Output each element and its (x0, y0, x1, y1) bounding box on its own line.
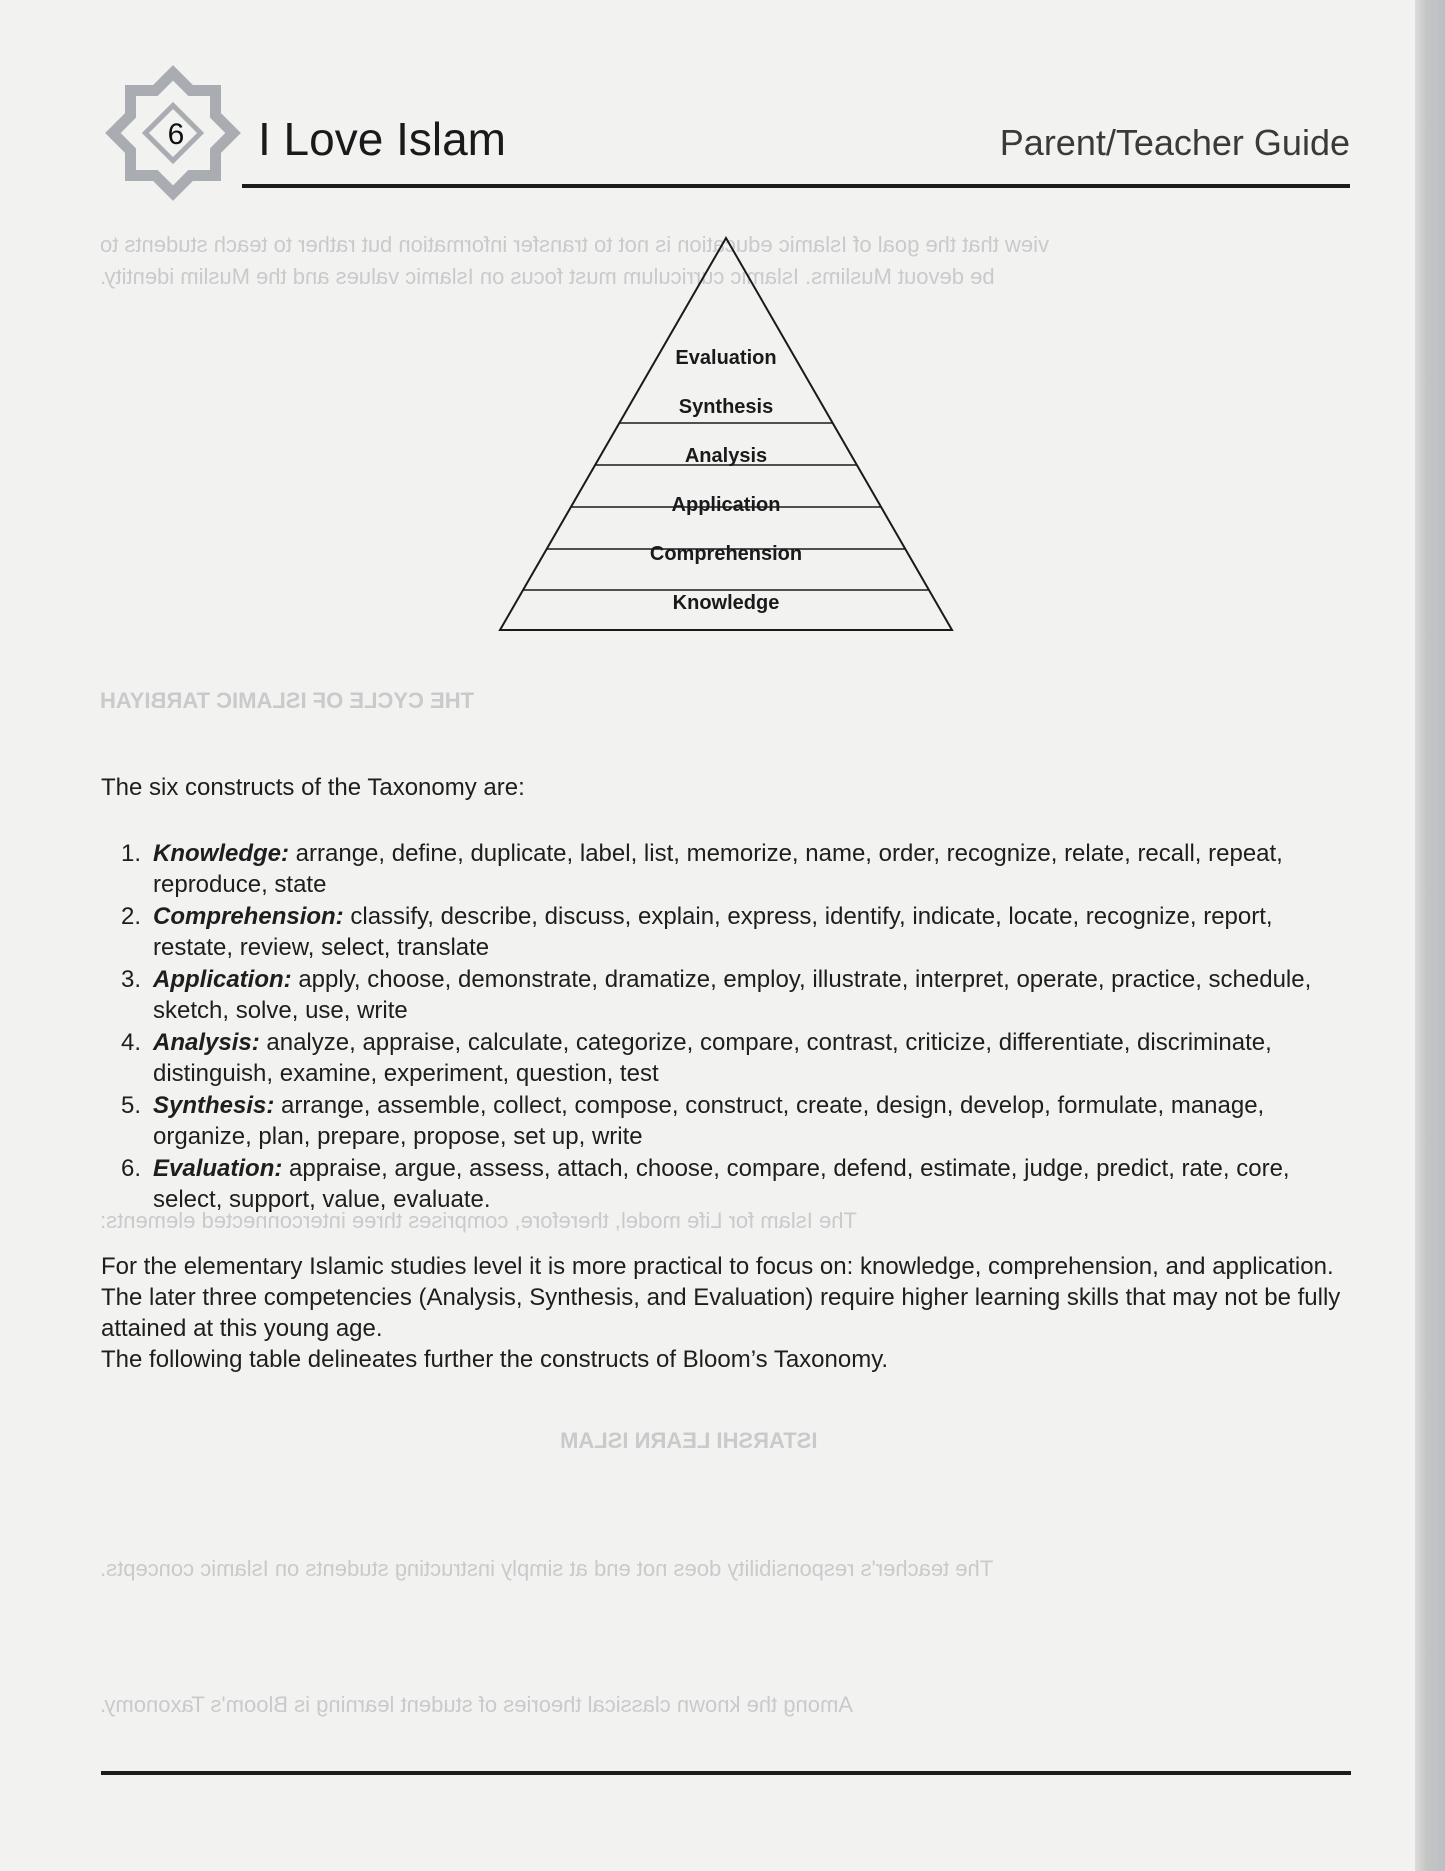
item-number: 1. (121, 840, 142, 867)
pyramid-level-evaluation: Evaluation (675, 347, 777, 369)
bleed-through-text: The Islam for Life model, therefore, comprises three interconnected elements: (100, 1208, 857, 1233)
bloom-taxonomy-pyramid (498, 236, 954, 632)
construct-verbs: classify, describe, discuss, explain, express, identify, indicate, locate, recognize, report, restate, review, select, translate (153, 903, 1273, 961)
construct-verbs: analyze, appraise, calculate, categorize, compare, contrast, criticize, differentiate, discriminate, distinguish, examine, experiment, question, test (153, 1029, 1272, 1087)
guide-title: Parent/Teacher Guide (999, 122, 1350, 163)
pyramid-level-application: Application (671, 494, 781, 516)
page-edge (1415, 0, 1445, 1871)
construct-term: Evaluation: (153, 1155, 283, 1182)
closing-text: For the elementary Islamic studies level it is more practical to focus on: knowledge, comprehension, and application. The later three competencies (Analysis, Synthesis, and Evaluation) require higher learning skills that may not be fully attained at this young age. (101, 1253, 1341, 1342)
table-intro-text: The following table delineates further the constructs of Bloom’s Taxonomy. (101, 1346, 889, 1373)
pyramid-level-knowledge: Knowledge (672, 592, 780, 614)
footer-rule (101, 1771, 1351, 1775)
bleed-through-text: THE CYCLE OF ISLAMIC TARBIYAH (100, 688, 475, 713)
construct-item-application (101, 964, 1341, 1026)
construct-term: Analysis: (153, 1029, 260, 1056)
pyramid-level-synthesis: Synthesis (678, 396, 774, 418)
pyramid-outline (500, 238, 952, 630)
constructs-list (101, 838, 1341, 1216)
bleed-through-text: ISTARSHI LEARN ISLAM (560, 1428, 818, 1453)
construct-term: Application: (153, 966, 292, 993)
page-header (0, 0, 1445, 200)
bleed-through-text: The teacher's responsibility does not end at simply instructing students on Islamic concepts. (100, 1556, 994, 1581)
closing-paragraph (101, 1251, 1356, 1375)
bleed-through-text: view that the goal of Islamic education is not to transfer information but rather to teach students to (100, 232, 1049, 257)
pyramid-level-comprehension: Comprehension (649, 543, 803, 565)
intro-text: The six constructs of the Taxonomy are: (101, 774, 525, 801)
construct-verbs: apply, choose, demonstrate, dramatize, employ, illustrate, interpret, operate, practice, schedule, sketch, solve, use, write (153, 966, 1312, 1024)
page-number: 6 (167, 118, 185, 151)
header-rule (242, 184, 1350, 188)
construct-term: Comprehension: (153, 903, 344, 930)
construct-term: Knowledge: (153, 840, 289, 867)
item-number: 5. (121, 1092, 142, 1119)
bleed-through-text: Among the known classical theories of student learning is Bloom's Taxonomy. (100, 1692, 853, 1717)
item-number: 4. (121, 1029, 142, 1056)
construct-item-knowledge (101, 838, 1341, 900)
construct-item-evaluation (101, 1153, 1341, 1215)
construct-term: Synthesis: (153, 1092, 275, 1119)
construct-item-comprehension (101, 901, 1341, 963)
construct-verbs: arrange, assemble, collect, compose, construct, create, design, develop, formulate, manage, organize, plan, prepare, propose, set up, write (153, 1092, 1265, 1150)
construct-verbs: arrange, define, duplicate, label, list, memorize, name, order, recognize, relate, recall, repeat, reproduce, state (153, 840, 1283, 898)
pyramid-level-analysis: Analysis (684, 445, 768, 467)
book-title: I Love Islam (258, 113, 506, 165)
item-number: 3. (121, 966, 142, 993)
construct-item-analysis (101, 1027, 1341, 1089)
construct-verbs: appraise, argue, assess, attach, choose, compare, defend, estimate, judge, predict, rate, core, select, support, value, evaluate. (153, 1155, 1290, 1213)
item-number: 6. (121, 1155, 142, 1182)
item-number: 2. (121, 903, 142, 930)
bleed-through-text: be devout Muslims. Islamic curriculum must focus on Islamic values and the Muslim identity. (100, 264, 995, 289)
construct-item-synthesis (101, 1090, 1341, 1152)
